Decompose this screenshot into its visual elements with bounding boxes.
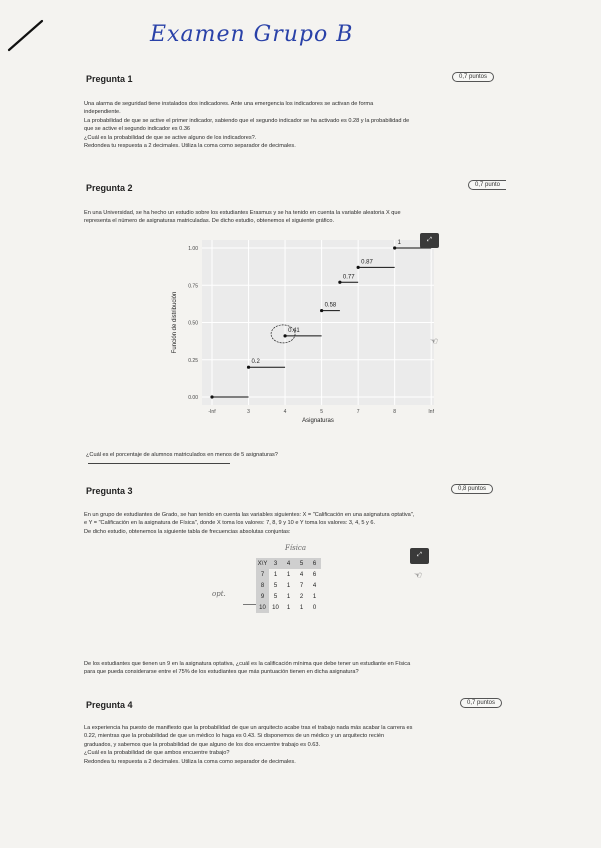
step-value-label: 0.77 [342, 274, 355, 281]
question-2-body [84, 209, 514, 226]
question-3-line: En un grupo de estudiantes de Grado, se han tenido en cuenta las variables siguientes: X = "Calificación en una asignatura optativa", [84, 512, 415, 518]
handwritten-title: Examen Grupo B [150, 22, 354, 47]
table-cell: 5 [273, 593, 278, 600]
table-row [256, 591, 321, 602]
question-1-body [84, 100, 514, 150]
table-cell: 2 [299, 593, 304, 600]
step-value-label: 0.58 [324, 302, 337, 309]
cdf-chart-svg [166, 230, 446, 435]
y-tick-label: 0.50 [188, 320, 198, 327]
step-point [338, 281, 341, 284]
question-4-points: 0,7 puntos [460, 698, 502, 708]
question-2-line: En una Universidad, se ha hecho un estudio sobre los estudiantes Erasmus y se ha tenido en cuenta la variable aleatoria X que [84, 210, 401, 216]
table-note-physics: Física [285, 544, 307, 552]
table-cell: 4 [299, 571, 304, 578]
y-axis-label: Función de distribución [172, 291, 178, 354]
cursor-icon: ☜ [430, 336, 439, 346]
y-tick-label: 0.75 [188, 283, 198, 290]
question-2-title: Pregunta 2 [86, 183, 133, 193]
table-row-header: 8 [256, 580, 269, 591]
question-1-line: La probabilidad de que se active el primer indicador, sabiendo que el segundo indicador se ha activado es 0.28 y la probabilidad de [84, 117, 410, 124]
question-1-line: ¿Cuál es la probabilidad de que se active alguno de los indicadores?. [84, 134, 257, 141]
y-tick-label: 1.00 [188, 246, 198, 252]
question-3-line: e Y = "Calificación en la asignatura de Física", donde X toma los valores: 7, 8, 9 y 10 e Y toma los valores: 3, 4, 5 y 6. [84, 520, 376, 527]
expand-icon: ⤢ [417, 552, 422, 558]
table-cell: 1 [312, 593, 317, 600]
table-cell: 1 [286, 571, 291, 578]
table-row-header: 9 [256, 591, 269, 602]
step-point [357, 266, 360, 269]
question-4-line: La experiencia ha puesto de manifiesto que la probabilidad de que un arquitecto acabe tras el trabajo nada más acabar la carrera es [84, 725, 413, 731]
question-1-points: 0,7 puntos [452, 72, 494, 82]
question-2-answer-line[interactable] [88, 463, 230, 464]
x-tick-label: -Inf [208, 409, 216, 415]
table-cell: 0 [312, 604, 317, 611]
step-point [210, 395, 213, 398]
step-point [247, 366, 250, 369]
question-3-title: Pregunta 3 [86, 486, 133, 496]
step-value-label: 0.41 [288, 327, 300, 334]
step-value-label: 1 [397, 240, 402, 246]
step-value-label: 0.87 [361, 259, 373, 266]
question-1-line: que se active el segundo indicador es 0.36 [84, 126, 191, 133]
table-row [256, 602, 321, 613]
question-4-line: 0.22, mientras que la probabilidad de que un médico lo haga es 0.43. Si disponemos de un médico y un arquitecto recién [84, 733, 385, 740]
question-3-ask-line: De los estudiantes que tienen un 9 en la asignatura optativa, ¿cuál es la calificación mínima que debe tener un estudiante en Física [84, 661, 411, 667]
step-point [393, 246, 396, 249]
table-col-header: 4 [282, 558, 295, 569]
table-cell: 1 [286, 582, 291, 589]
table-col-header: 3 [269, 558, 282, 569]
table-note-optional: opt. [212, 590, 226, 598]
table-cell: 10 [272, 604, 279, 611]
table-cell: 7 [299, 582, 304, 589]
table-cell: 1 [273, 571, 278, 578]
question-4-line: graduados, y sabemos que la probabilidad de que alguno de los dos encuentre trabajo es 0.63. [84, 741, 321, 748]
cursor-icon: ☜ [414, 570, 423, 580]
table-cell: 1 [286, 593, 291, 600]
table-expand-button[interactable] [410, 548, 429, 564]
question-4-line: ¿Cuál es la probabilidad de que ambos encuentre trabajo? [84, 750, 230, 757]
question-3-body [84, 511, 514, 536]
table-col-header: 5 [295, 558, 308, 569]
step-point [283, 334, 286, 337]
table-row [256, 580, 321, 591]
question-1-line: Una alarma de seguridad tiene instalados dos indicadores. Ante una emergencia los indicadores se activan de forma [84, 101, 374, 107]
question-1-line: independiente. [84, 109, 121, 116]
question-3-line: De dicho estudio, obtenemos la siguiente tabla de frecuencias absolutas conjuntas: [84, 528, 291, 535]
question-1-title: Pregunta 1 [86, 74, 133, 84]
x-tick-label: 7 [356, 409, 360, 415]
table-cell: 1 [286, 604, 291, 611]
question-2-ask: ¿Cuál es el porcentaje de alumnos matriculados en menos de 5 asignaturas? [86, 452, 278, 458]
x-tick-label: Inf [428, 409, 434, 415]
table-arrow [243, 604, 257, 605]
step-point [320, 309, 323, 312]
table-header-row [256, 558, 321, 569]
frequency-table [256, 558, 321, 613]
pen-mark-icon [6, 18, 46, 52]
x-tick-label: 8 [393, 409, 397, 415]
question-3-points: 0,8 puntos [451, 484, 493, 494]
table-row-header: 10 [256, 602, 269, 613]
expand-button[interactable] [420, 233, 439, 248]
question-2-line: representa el número de asignaturas matriculadas. De dicho estudio, obtenemos el siguiente gráfico. [84, 218, 334, 225]
x-tick-label: 4 [283, 409, 287, 415]
table-row-header: 7 [256, 569, 269, 580]
x-tick-label: 5 [320, 409, 323, 415]
question-4-body [84, 724, 514, 766]
question-2-points: 0,7 punto [468, 180, 506, 190]
table-cell: 4 [312, 582, 317, 589]
cdf-chart [166, 230, 446, 435]
table-row [256, 569, 321, 580]
table-corner: X\Y [256, 558, 269, 569]
question-1-line: Redondea tu respuesta a 2 decimales. Utiliza la coma como separador de decimales. [84, 143, 296, 150]
question-3-ask-line: para que pueda considerarse entre el 75% de los estudiantes que más puntuación tienen en dicha asignatura? [84, 669, 359, 676]
y-tick-label: 0.25 [188, 357, 198, 364]
question-4-title: Pregunta 4 [86, 700, 133, 710]
table-cell: 1 [299, 604, 304, 611]
table-col-header: 6 [308, 558, 321, 569]
table-cell: 5 [273, 582, 278, 589]
step-value-label: 0.2 [251, 359, 260, 366]
x-tick-label: 3 [247, 409, 250, 415]
question-3-ask [84, 660, 514, 677]
expand-icon: ⤢ [427, 237, 432, 243]
x-axis-label: Asignaturas [302, 418, 334, 424]
table-cell: 6 [312, 571, 317, 578]
question-4-line: Redondea tu respuesta a 2 decimales. Utiliza la coma como separador de decimales. [84, 758, 296, 765]
y-tick-label: 0.00 [188, 395, 198, 401]
